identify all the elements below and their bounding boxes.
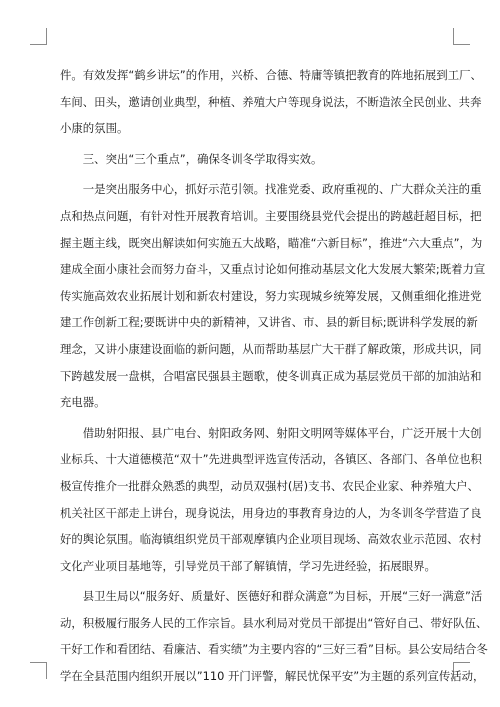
text-line: 车间、田头，邀请创业典型，种植、养殖大户等现身说法，不断造浓全民创业、共奔 [60,94,482,109]
text-line: 下跨越发展一盘棋，合唱富民强县主题歌，使冬训真正成为基层党员干部的加油站和 [60,368,482,383]
paragraph [60,583,488,689]
text-line: 极宣传推介一批群众熟悉的典型，动员双强村(居)支书、农民企业家、种养殖大户、 [60,478,479,493]
paragraph [60,62,482,142]
text-line: 一是突出服务中心，抓好示范引领。找准党委、政府重视的、广大群众关注的重 [60,182,482,197]
text-line: 好的舆论氛围。临海镇组织党员干部观摩镇内企业项目现场、高效农业示范园、农村 [60,532,482,547]
crop-mark-bottom-left [30,662,47,679]
text-line: 三、突出“三个重点”，确保冬训冬学取得实效。 [60,151,323,166]
section-heading [60,146,442,173]
text-line: 动，积极履行服务人民的工作宗旨。县水利局对党员干部提出“管好自己、带好队伍、 [60,615,488,630]
text-line: 业标兵、十大道德模范“双十”先进典型评选宣传活动，各镇区、各部门、各单位也积 [60,452,482,467]
text-line: 小康的氛围。 [60,121,129,136]
text-line: 理念，又讲小康建设面临的新问题，从而帮助基层广大干群了解政策，形成共识，同 [60,341,482,356]
text-line: 握主题主线，既突出解读如何实施五大战略，瞄准“六新目标”，推进“六大重点”，为 [60,235,483,250]
text-line: 文化产业项目基地等，引导党员干部了解镇情，学习先进经验，拓展眼界。 [60,558,436,573]
text-line: 传实施高效农业拓展计划和新农村建设，努力实现城乡统筹发展，又侧重细化推进党 [60,288,482,303]
paragraph [60,176,486,415]
text-line: 干好工作和看团结、看廉洁、看实绩”为主要内容的“三好三看”目标。县公安局结合冬 [60,642,488,657]
text-line: 机关社区干部走上讲台，现身说法，用身边的事教育身边的人，为冬训冬学营造了良 [60,505,482,520]
text-line: 充电器。 [60,395,106,410]
text-line: 建成全面小康社会而努力奋斗，又重点讨论如何推动基层文化大发展大繁荣;既着力宣 [60,262,486,277]
text-line: 点和热点问题，有针对性开展教育培训。主要围绕县党代会提出的跨越赶超目标，把 [60,208,482,223]
document-body [60,62,488,690]
text-line: 建工作创新工程;要既讲中央的新精神，又讲省、市、县的新目标;既讲科学发展的新 [60,315,478,330]
text-line: 借助射阳报、县广电台、射阳政务网、射阳文明网等媒体平台，广泛开展十大创 [60,425,482,440]
text-line: 件。有效发挥“鹤乡讲坛”的作用，兴桥、合德、特庸等镇把教育的阵地拓展到工厂、 [60,68,482,82]
crop-mark-top-right [453,28,470,45]
text-line: 学在全县范围内组织开展以”110 开门评警，解民忧保平安”为主题的系列宣传活动， [60,669,485,684]
crop-mark-top-left [30,28,47,45]
paragraph [60,420,482,580]
text-line: 县卫生局以“服务好、质量好、医德好和群众满意”为目标，开展“三好一满意”活 [60,589,483,604]
